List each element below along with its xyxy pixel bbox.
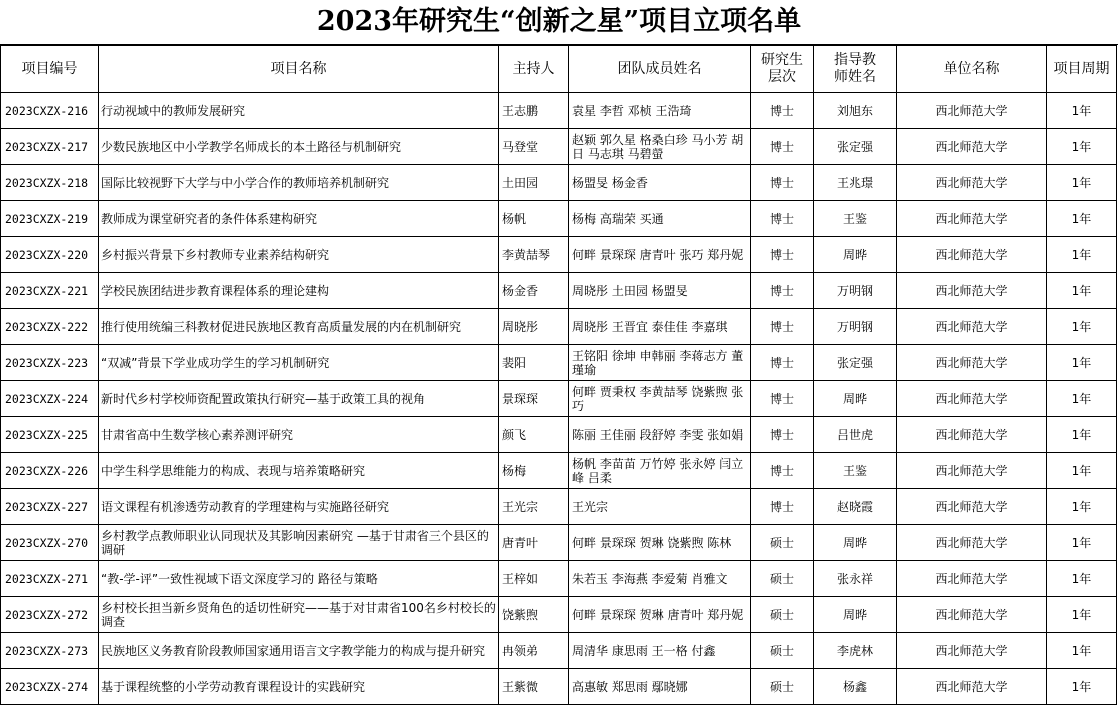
cell-period[interactable]: 1年 (1047, 633, 1117, 669)
cell-period[interactable]: 1年 (1047, 597, 1117, 633)
cell-period[interactable]: 1年 (1047, 417, 1117, 453)
cell-team[interactable]: 何畔 景琛琛 贺琳 唐青叶 郑丹妮 (569, 597, 751, 633)
cell-period[interactable]: 1年 (1047, 561, 1117, 597)
cell-team[interactable]: 杨梅 高瑞荣 买通 (569, 201, 751, 237)
cell-host[interactable]: 王志鹏 (499, 93, 569, 129)
table-row (1, 93, 1117, 129)
cell-team[interactable]: 杨盟旻 杨金香 (569, 165, 751, 201)
cell-team[interactable]: 朱若玉 李海燕 李爱菊 肖雅文 (569, 561, 751, 597)
table-row (1, 273, 1117, 309)
cell-period[interactable]: 1年 (1047, 93, 1117, 129)
cell-period[interactable]: 1年 (1047, 669, 1117, 705)
cell-unit[interactable]: 西北师范大学 (897, 93, 1047, 129)
cell-unit[interactable]: 西北师范大学 (897, 129, 1047, 165)
cell-name[interactable]: 教师成为课堂研究者的条件体系建构研究 (99, 201, 499, 237)
cell-name[interactable]: 国际比较视野下大学与中小学合作的教师培养机制研究 (99, 165, 499, 201)
cell-team[interactable]: 何畔 景琛琛 唐青叶 张巧 郑丹妮 (569, 237, 751, 273)
cell-name[interactable]: 行动视域中的教师发展研究 (99, 93, 499, 129)
cell-level[interactable]: 博士 (751, 345, 814, 381)
table-row (1, 165, 1117, 201)
cell-unit[interactable]: 西北师范大学 (897, 237, 1047, 273)
table-row (1, 525, 1117, 561)
cell-advisor[interactable]: 周晔 (814, 525, 897, 561)
cell-name[interactable]: 中学生科学思维能力的构成、表现与培养策略研究 (99, 453, 499, 489)
cell-period[interactable]: 1年 (1047, 489, 1117, 525)
cell-advisor[interactable]: 王鉴 (814, 201, 897, 237)
cell-unit[interactable]: 西北师范大学 (897, 489, 1047, 525)
header-advisor-line2: 师姓名 (834, 69, 876, 85)
cell-advisor[interactable]: 万明钢 (814, 309, 897, 345)
table-row (1, 309, 1117, 345)
table-row (1, 381, 1117, 417)
cell-team[interactable]: 陈丽 王佳丽 段舒婷 李雯 张如娟 (569, 417, 751, 453)
cell-level[interactable]: 硕士 (751, 669, 814, 705)
cell-period[interactable]: 1年 (1047, 237, 1117, 273)
header-level[interactable] (751, 46, 814, 93)
cell-number[interactable]: 2023CXZX-270 (1, 525, 99, 561)
cell-advisor[interactable]: 王鉴 (814, 453, 897, 489)
cell-host[interactable]: 马登堂 (499, 129, 569, 165)
cell-team[interactable]: 何畔 贾秉权 李黄喆琴 饶紫煦 张巧 (569, 381, 751, 417)
cell-advisor[interactable]: 周晔 (814, 381, 897, 417)
header-row (1, 46, 1117, 93)
cell-host[interactable]: 景琛琛 (499, 381, 569, 417)
cell-number[interactable]: 2023CXZX-271 (1, 561, 99, 597)
cell-level[interactable]: 硕士 (751, 597, 814, 633)
cell-name[interactable]: 学校民族团结进步教育课程体系的理论建构 (99, 273, 499, 309)
header-advisor[interactable] (814, 46, 897, 93)
cell-period[interactable]: 1年 (1047, 165, 1117, 201)
cell-level[interactable]: 硕士 (751, 525, 814, 561)
cell-unit[interactable]: 西北师范大学 (897, 525, 1047, 561)
table-row (1, 597, 1117, 633)
cell-unit[interactable]: 西北师范大学 (897, 453, 1047, 489)
cell-period[interactable]: 1年 (1047, 381, 1117, 417)
cell-unit[interactable]: 西北师范大学 (897, 669, 1047, 705)
cell-number[interactable]: 2023CXZX-218 (1, 165, 99, 201)
cell-level[interactable]: 博士 (751, 165, 814, 201)
cell-host[interactable]: 杨帆 (499, 201, 569, 237)
cell-advisor[interactable]: 张永祥 (814, 561, 897, 597)
cell-number[interactable]: 2023CXZX-221 (1, 273, 99, 309)
cell-number[interactable]: 2023CXZX-224 (1, 381, 99, 417)
cell-name[interactable]: “双减”背景下学业成功学生的学习机制研究 (99, 345, 499, 381)
header-team[interactable]: 团队成员姓名 (569, 46, 751, 93)
table-row (1, 345, 1117, 381)
header-host[interactable]: 主持人 (499, 46, 569, 93)
cell-unit[interactable]: 西北师范大学 (897, 273, 1047, 309)
cell-team[interactable]: 周清华 康思雨 王一格 付鑫 (569, 633, 751, 669)
table-row (1, 669, 1117, 705)
table-row (1, 453, 1117, 489)
table-row (1, 129, 1117, 165)
cell-host[interactable]: 杨梅 (499, 453, 569, 489)
header-number[interactable]: 项目编号 (1, 46, 99, 93)
cell-level[interactable]: 博士 (751, 453, 814, 489)
sheet-title: 2023年研究生“创新之星”项目立项名单 (0, 0, 1118, 45)
cell-period[interactable]: 1年 (1047, 273, 1117, 309)
cell-host[interactable]: 饶紫煦 (499, 597, 569, 633)
cell-name[interactable]: 新时代乡村学校师资配置政策执行研究—基于政策工具的视角 (99, 381, 499, 417)
cell-advisor[interactable]: 张定强 (814, 345, 897, 381)
cell-name[interactable]: 少数民族地区中小学教学名师成长的本土路径与机制研究 (99, 129, 499, 165)
cell-number[interactable]: 2023CXZX-227 (1, 489, 99, 525)
cell-host[interactable]: 唐青叶 (499, 525, 569, 561)
cell-name[interactable]: 甘肃省高中生数学核心素养测评研究 (99, 417, 499, 453)
cell-team[interactable]: 袁星 李哲 邓桢 王浩琦 (569, 93, 751, 129)
cell-team[interactable]: 高惠敏 郑思雨 鄢晓娜 (569, 669, 751, 705)
cell-unit[interactable]: 西北师范大学 (897, 345, 1047, 381)
cell-period[interactable]: 1年 (1047, 453, 1117, 489)
cell-advisor[interactable]: 周晔 (814, 237, 897, 273)
cell-advisor[interactable]: 万明钢 (814, 273, 897, 309)
table-row (1, 633, 1117, 669)
cell-level[interactable]: 博士 (751, 93, 814, 129)
header-level-line1: 研究生 (761, 52, 803, 68)
header-period[interactable]: 项目周期 (1047, 46, 1117, 93)
cell-advisor[interactable]: 周晔 (814, 597, 897, 633)
cell-name[interactable]: 推行使用统编三科教材促进民族地区教育高质量发展的内在机制研究 (99, 309, 499, 345)
cell-host[interactable]: 王梓如 (499, 561, 569, 597)
cell-level[interactable]: 博士 (751, 237, 814, 273)
cell-host[interactable]: 土田园 (499, 165, 569, 201)
cell-name[interactable]: 语文课程有机渗透劳动教育的学理建构与实施路径研究 (99, 489, 499, 525)
cell-advisor[interactable]: 张定强 (814, 129, 897, 165)
cell-name[interactable]: 基于课程统整的小学劳动教育课程设计的实践研究 (99, 669, 499, 705)
cell-period[interactable]: 1年 (1047, 129, 1117, 165)
cell-period[interactable]: 1年 (1047, 345, 1117, 381)
cell-advisor[interactable]: 赵晓霞 (814, 489, 897, 525)
cell-unit[interactable]: 西北师范大学 (897, 309, 1047, 345)
cell-host[interactable]: 杨金香 (499, 273, 569, 309)
cell-unit[interactable]: 西北师范大学 (897, 597, 1047, 633)
project-table (0, 45, 1117, 705)
header-name[interactable]: 项目名称 (99, 46, 499, 93)
cell-level[interactable]: 博士 (751, 417, 814, 453)
table-row (1, 561, 1117, 597)
cell-name[interactable]: 乡村振兴背景下乡村教师专业素养结构研究 (99, 237, 499, 273)
cell-team[interactable]: 王铭阳 徐坤 申韩丽 李蒋志方 董瑾瑜 (569, 345, 751, 381)
cell-advisor[interactable]: 李虎林 (814, 633, 897, 669)
cell-level[interactable]: 博士 (751, 273, 814, 309)
header-advisor-line1: 指导教 (834, 52, 876, 68)
table-row (1, 201, 1117, 237)
cell-level[interactable]: 硕士 (751, 561, 814, 597)
cell-advisor[interactable]: 刘旭东 (814, 93, 897, 129)
cell-team[interactable]: 周晓彤 王晋宜 泰佳佳 李嘉琪 (569, 309, 751, 345)
cell-unit[interactable]: 西北师范大学 (897, 633, 1047, 669)
cell-level[interactable]: 博士 (751, 381, 814, 417)
table-row (1, 417, 1117, 453)
cell-advisor[interactable]: 王兆璟 (814, 165, 897, 201)
cell-host[interactable]: 李黄喆琴 (499, 237, 569, 273)
cell-unit[interactable]: 西北师范大学 (897, 417, 1047, 453)
cell-level[interactable]: 博士 (751, 201, 814, 237)
cell-number[interactable]: 2023CXZX-222 (1, 309, 99, 345)
cell-host[interactable]: 王光宗 (499, 489, 569, 525)
cell-level[interactable]: 博士 (751, 489, 814, 525)
cell-number[interactable]: 2023CXZX-274 (1, 669, 99, 705)
cell-period[interactable]: 1年 (1047, 201, 1117, 237)
cell-host[interactable]: 颜飞 (499, 417, 569, 453)
cell-advisor[interactable]: 吕世虎 (814, 417, 897, 453)
cell-unit[interactable]: 西北师范大学 (897, 381, 1047, 417)
cell-number[interactable]: 2023CXZX-219 (1, 201, 99, 237)
cell-period[interactable]: 1年 (1047, 309, 1117, 345)
cell-name[interactable]: 乡村校长担当新乡贤角色的适切性研究——基于对甘肃省100名乡村校长的调查 (99, 597, 499, 633)
cell-period[interactable]: 1年 (1047, 525, 1117, 561)
cell-team[interactable]: 杨帆 李苗苗 万竹婷 张永婷 闫立峰 吕柔 (569, 453, 751, 489)
cell-team[interactable]: 赵颖 郭久星 格桑白珍 马小芳 胡日 马志琪 马碧螢 (569, 129, 751, 165)
cell-host[interactable]: 冉领弟 (499, 633, 569, 669)
cell-number[interactable]: 2023CXZX-272 (1, 597, 99, 633)
cell-level[interactable]: 博士 (751, 309, 814, 345)
cell-team[interactable]: 王光宗 (569, 489, 751, 525)
cell-unit[interactable]: 西北师范大学 (897, 201, 1047, 237)
cell-number[interactable]: 2023CXZX-217 (1, 129, 99, 165)
cell-name[interactable]: 乡村教学点教师职业认同现状及其影响因素研究 —基于甘肃省三个县区的调研 (99, 525, 499, 561)
cell-number[interactable]: 2023CXZX-220 (1, 237, 99, 273)
cell-unit[interactable]: 西北师范大学 (897, 561, 1047, 597)
cell-host[interactable]: 周晓彤 (499, 309, 569, 345)
cell-advisor[interactable]: 杨鑫 (814, 669, 897, 705)
cell-number[interactable]: 2023CXZX-225 (1, 417, 99, 453)
cell-unit[interactable]: 西北师范大学 (897, 165, 1047, 201)
cell-number[interactable]: 2023CXZX-226 (1, 453, 99, 489)
cell-host[interactable]: 王紫微 (499, 669, 569, 705)
cell-team[interactable]: 何畔 景琛琛 贺琳 饶紫煦 陈林 (569, 525, 751, 561)
cell-host[interactable]: 裴阳 (499, 345, 569, 381)
table-row (1, 489, 1117, 525)
cell-level[interactable]: 博士 (751, 129, 814, 165)
header-unit[interactable]: 单位名称 (897, 46, 1047, 93)
cell-number[interactable]: 2023CXZX-273 (1, 633, 99, 669)
cell-level[interactable]: 硕士 (751, 633, 814, 669)
table-row (1, 237, 1117, 273)
cell-number[interactable]: 2023CXZX-216 (1, 93, 99, 129)
cell-team[interactable]: 周晓彤 土田园 杨盟旻 (569, 273, 751, 309)
cell-name[interactable]: “教-学-评”一致性视域下语文深度学习的 路径与策略 (99, 561, 499, 597)
cell-number[interactable]: 2023CXZX-223 (1, 345, 99, 381)
header-level-line2: 层次 (768, 69, 796, 85)
cell-name[interactable]: 民族地区义务教育阶段教师国家通用语言文字教学能力的构成与提升研究 (99, 633, 499, 669)
